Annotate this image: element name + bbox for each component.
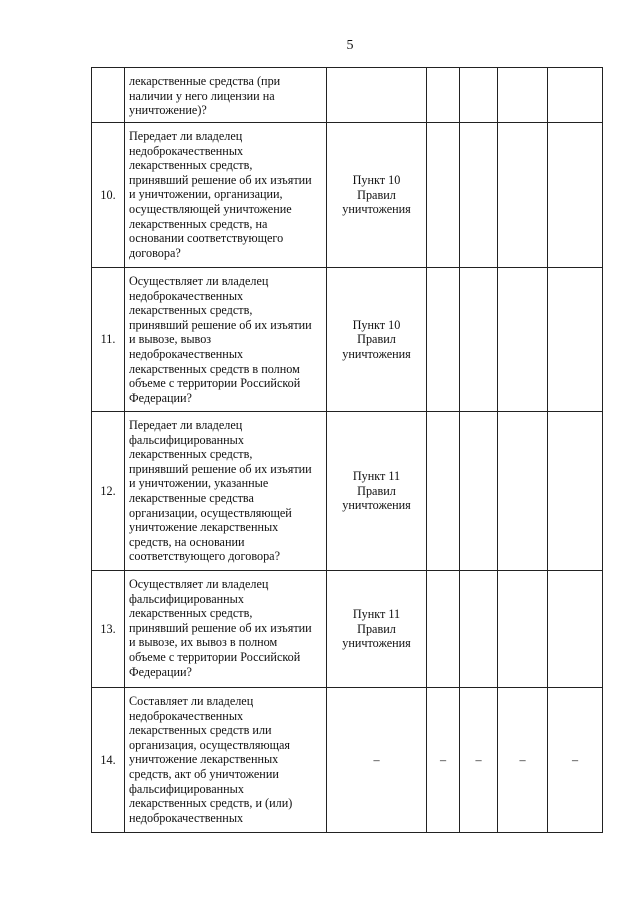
requirement-reference-cell xyxy=(327,688,427,833)
table-row xyxy=(92,68,603,123)
question-line: лекарственных средств, xyxy=(129,158,253,173)
answer-cell xyxy=(498,68,548,123)
answer-cell xyxy=(548,268,603,412)
answer-cell xyxy=(427,268,460,412)
answer-cell xyxy=(427,412,460,571)
question-line: принявший решение об их изъятии xyxy=(129,620,312,635)
question-line: лекарственных средств, и (или) xyxy=(129,796,293,811)
question-cell xyxy=(125,571,327,688)
question-cell xyxy=(125,412,327,571)
answer-cell xyxy=(548,571,603,688)
question-line: и вывозе, вывоз xyxy=(129,332,212,347)
question-line: договора? xyxy=(129,245,181,260)
answer-cell xyxy=(548,68,603,123)
question-line: и вывозе, их вывоз в полном xyxy=(129,635,278,650)
answer-cell xyxy=(498,268,548,412)
question-line: недоброкачественных xyxy=(129,143,244,158)
question-line: Передает ли владелец xyxy=(129,129,243,143)
reference-line: Пункт 11 xyxy=(352,469,401,484)
question-line: Составляет ли владелец xyxy=(129,694,254,708)
question-line: Осуществляет ли владелец xyxy=(129,274,269,288)
checklist-table xyxy=(91,67,603,833)
question-line: недоброкачественных xyxy=(129,708,244,723)
answer-cell xyxy=(460,571,498,688)
answer-cell xyxy=(460,268,498,412)
row-number: 10. xyxy=(92,123,125,268)
question-line: организация, осуществляющая xyxy=(129,737,290,752)
answer-cell xyxy=(427,571,460,688)
reference-line: Правил xyxy=(357,621,396,636)
answer-cell xyxy=(427,68,460,123)
question-line: лекарственных средств, xyxy=(129,606,253,621)
answer-cell: – xyxy=(460,688,498,833)
question-line: лекарственных средств в полном xyxy=(129,361,300,376)
question-line: объеме с территории Российской xyxy=(129,649,301,664)
answer-cell xyxy=(498,571,548,688)
question-line: лекарственные средства xyxy=(129,490,254,505)
answer-cell: – xyxy=(548,688,603,833)
reference-line: Пункт 11 xyxy=(352,607,401,622)
row-number: 11. xyxy=(92,268,125,412)
reference-line: уничтожения xyxy=(342,636,411,651)
row-number xyxy=(92,68,125,123)
answer-cell: – xyxy=(427,688,460,833)
question-line: соответствующего договора? xyxy=(129,549,280,564)
question-line: недоброкачественных xyxy=(129,810,244,825)
reference-line: уничтожения xyxy=(342,346,411,361)
table-row xyxy=(92,571,603,688)
table-row xyxy=(92,688,603,833)
table-row xyxy=(92,123,603,268)
answer-cell xyxy=(548,123,603,268)
requirement-reference-cell xyxy=(327,412,427,571)
question-line: основании соответствующего xyxy=(129,231,284,246)
question-line: недоброкачественных xyxy=(129,346,244,361)
question-line: и уничтожении, организации, xyxy=(129,187,283,202)
question-line: лекарственных средств, xyxy=(129,303,253,318)
question-line: принявший решение об их изъятии xyxy=(129,461,312,476)
answer-cell xyxy=(460,123,498,268)
question-line: средств, на основании xyxy=(129,534,245,549)
page-number: 5 xyxy=(346,38,354,53)
question-line: лекарственных средств, xyxy=(129,447,253,462)
question-line: уничтожение)? xyxy=(129,103,207,118)
question-line: недоброкачественных xyxy=(129,288,244,303)
question-line: и уничтожении, указанные xyxy=(129,476,269,491)
answer-cell xyxy=(498,123,548,268)
answer-cell xyxy=(498,412,548,571)
question-line: наличии у него лицензии на xyxy=(129,88,275,103)
row-number: 13. xyxy=(92,571,125,688)
answer-cell xyxy=(460,68,498,123)
question-line: средств, акт об уничтожении xyxy=(129,766,279,781)
question-line: Передает ли владелец xyxy=(129,418,243,432)
question-line: фальсифицированных xyxy=(129,591,244,606)
reference-line: Правил xyxy=(357,332,396,347)
row-number: 14. xyxy=(92,688,125,833)
answer-cell xyxy=(460,412,498,571)
question-line: уничтожение лекарственных xyxy=(129,520,279,535)
row-number: 12. xyxy=(92,412,125,571)
reference-line: Правил xyxy=(357,187,396,202)
question-line: Федерации? xyxy=(129,390,192,405)
reference-line: уничтожения xyxy=(342,498,411,513)
reference-line: Пункт 10 xyxy=(352,173,401,188)
question-line: лекарственные средства (при xyxy=(129,74,281,88)
question-cell xyxy=(125,268,327,412)
question-line: уничтожение лекарственных xyxy=(129,752,279,767)
reference-line: уничтожения xyxy=(342,202,411,217)
question-line: фальсифицированных xyxy=(129,781,244,796)
question-line: объеме с территории Российской xyxy=(129,376,301,391)
reference-line: Пункт 10 xyxy=(352,317,401,332)
question-line: Федерации? xyxy=(129,664,192,679)
question-line: фальсифицированных xyxy=(129,432,244,447)
question-cell xyxy=(125,688,327,833)
table-row xyxy=(92,412,603,571)
question-line: лекарственных средств или xyxy=(129,723,272,738)
answer-cell: – xyxy=(498,688,548,833)
question-line: организации, осуществляющей xyxy=(129,505,292,520)
question-cell xyxy=(125,68,327,123)
answer-cell xyxy=(427,123,460,268)
question-line: принявший решение об их изъятии xyxy=(129,172,312,187)
question-cell xyxy=(125,123,327,268)
answer-cell xyxy=(548,412,603,571)
question-line: осуществляющей уничтожение xyxy=(129,201,292,216)
question-line: Осуществляет ли владелец xyxy=(129,577,269,591)
requirement-reference-cell xyxy=(327,123,427,268)
reference-line: Правил xyxy=(357,483,396,498)
table-row xyxy=(92,268,603,412)
reference-line: – xyxy=(373,752,380,767)
requirement-reference-cell xyxy=(327,268,427,412)
question-line: лекарственных средств, на xyxy=(129,216,268,231)
requirement-reference-cell xyxy=(327,68,427,123)
requirement-reference-cell xyxy=(327,571,427,688)
question-line: принявший решение об их изъятии xyxy=(129,317,312,332)
